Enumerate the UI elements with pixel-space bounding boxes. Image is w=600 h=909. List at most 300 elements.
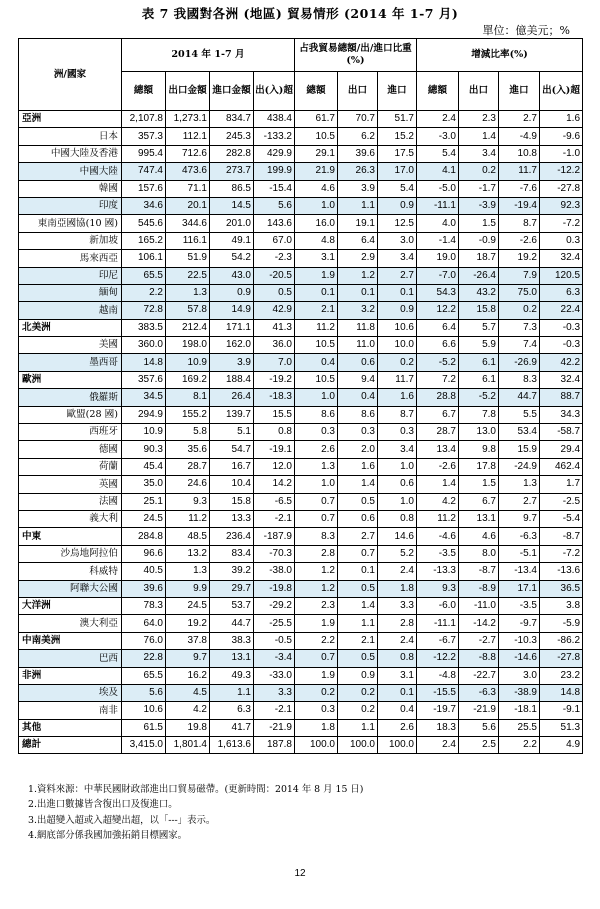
table-cell: -19.2 (254, 371, 295, 388)
region-header: 洲/國家 (19, 39, 122, 111)
table-cell: 747.4 (122, 163, 166, 180)
table-cell: 0.4 (338, 389, 378, 406)
table-cell: 9.3 (417, 580, 459, 597)
table-cell: 13.1 (210, 650, 254, 667)
table-cell: 6.7 (459, 493, 499, 510)
table-cell: -21.9 (459, 702, 499, 719)
table-cell: 2.6 (378, 719, 417, 736)
table-cell: 17.8 (459, 458, 499, 475)
table-cell: 1.9 (295, 267, 338, 284)
table-cell: 7.8 (459, 406, 499, 423)
table-cell: 0.7 (295, 650, 338, 667)
table-cell: -25.5 (254, 615, 295, 632)
table-cell: 5.7 (459, 319, 499, 336)
table-cell: -9.6 (540, 128, 583, 145)
table-cell: -19.7 (417, 702, 459, 719)
table-cell: 20.1 (166, 197, 210, 214)
period-header: 2014 年 1-7 月 (122, 39, 295, 72)
table-cell: 15.8 (459, 302, 499, 319)
table-row (19, 250, 583, 267)
table-cell: 3.4 (459, 145, 499, 162)
table-cell: 71.1 (166, 180, 210, 197)
table-cell: -19.4 (499, 197, 540, 214)
table-cell: 3.1 (295, 250, 338, 267)
table-cell: 120.5 (540, 267, 583, 284)
region-name: 非洲 (19, 667, 122, 684)
table-row (19, 580, 583, 597)
table-cell: -3.5 (499, 597, 540, 614)
region-name: 韓國 (19, 180, 122, 197)
table-cell: -1.0 (540, 145, 583, 162)
table-row (19, 145, 583, 162)
table-cell: 0.4 (378, 702, 417, 719)
table-cell: -26.9 (499, 354, 540, 371)
table-cell: 86.5 (210, 180, 254, 197)
table-cell: 7.9 (499, 267, 540, 284)
table-cell: 1.4 (338, 476, 378, 493)
table-cell: -7.6 (499, 180, 540, 197)
table-cell: 2.3 (459, 111, 499, 128)
table-cell: 1.0 (378, 458, 417, 475)
table-cell: 0.2 (459, 163, 499, 180)
table-cell: 4.6 (459, 528, 499, 545)
table-cell: 100.0 (338, 737, 378, 754)
table-cell: 0.7 (295, 493, 338, 510)
table-cell: 43.0 (210, 267, 254, 284)
table-cell: 35.6 (166, 441, 210, 458)
table-cell: -11.1 (417, 197, 459, 214)
table-cell: 1.3 (295, 458, 338, 475)
table-cell: 0.9 (378, 197, 417, 214)
table-cell: -20.5 (254, 267, 295, 284)
table-cell: -6.3 (499, 528, 540, 545)
table-cell: 0.6 (338, 354, 378, 371)
table-cell: 65.5 (122, 267, 166, 284)
table-cell: -29.2 (254, 597, 295, 614)
region-name: 中國大陸及香港 (19, 145, 122, 162)
table-cell: 45.4 (122, 458, 166, 475)
table-cell: 41.3 (254, 319, 295, 336)
table-cell: 0.7 (295, 510, 338, 527)
table-cell: 2.8 (295, 545, 338, 562)
table-cell: 0.1 (378, 684, 417, 701)
table-title: 表 7 我國對各洲 (地區) 貿易情形 (2014 年 1-7 月) (141, 6, 459, 21)
table-cell: 40.5 (122, 563, 166, 580)
table-cell: 3,415.0 (122, 737, 166, 754)
table-cell: 2.4 (417, 111, 459, 128)
table-cell: 8.0 (459, 545, 499, 562)
table-row (19, 111, 583, 128)
table-cell: 22.5 (166, 267, 210, 284)
table-cell: 13.1 (459, 510, 499, 527)
table-cell: -70.3 (254, 545, 295, 562)
table-cell: 0.8 (254, 424, 295, 441)
column-header: 出口 (459, 72, 499, 111)
table-cell: 72.8 (122, 302, 166, 319)
column-header: 進口 (499, 72, 540, 111)
table-cell: 11.2 (417, 510, 459, 527)
table-cell: 995.4 (122, 145, 166, 162)
table-cell: 236.4 (210, 528, 254, 545)
table-cell: 2.2 (499, 737, 540, 754)
table-cell: 88.7 (540, 389, 583, 406)
table-cell: 1.6 (540, 111, 583, 128)
table-cell: 4.1 (417, 163, 459, 180)
table-cell: 51.9 (166, 250, 210, 267)
table-cell: 19.8 (166, 719, 210, 736)
region-name: 中南美洲 (19, 632, 122, 649)
table-cell: 14.9 (210, 302, 254, 319)
table-cell: 39.6 (122, 580, 166, 597)
table-cell: 3.8 (540, 597, 583, 614)
table-cell: 5.6 (254, 197, 295, 214)
table-row (19, 163, 583, 180)
table-cell: -3.9 (459, 197, 499, 214)
table-cell: 2.2 (295, 632, 338, 649)
table-cell: 19.1 (338, 215, 378, 232)
table-cell: -6.5 (254, 493, 295, 510)
table-cell: 2.0 (338, 441, 378, 458)
table-cell: 4.0 (417, 215, 459, 232)
footnote: 3.出超變入超或入超變出超，以「---」表示。 (28, 814, 216, 826)
table-cell: 8.3 (499, 371, 540, 388)
table-cell: 90.3 (122, 441, 166, 458)
table-cell: 7.2 (417, 371, 459, 388)
table-cell: 11.0 (338, 337, 378, 354)
table-cell: 2.1 (338, 632, 378, 649)
region-name: 印尼 (19, 267, 122, 284)
table-row (19, 232, 583, 249)
table-cell: 16.0 (295, 215, 338, 232)
table-cell: 15.5 (254, 406, 295, 423)
table-cell: 198.0 (166, 337, 210, 354)
table-cell: 0.1 (338, 284, 378, 301)
table-cell: 9.7 (166, 650, 210, 667)
table-row (19, 510, 583, 527)
table-cell: 2.7 (499, 111, 540, 128)
table-cell: 61.7 (295, 111, 338, 128)
region-name: 德國 (19, 441, 122, 458)
table-cell: 29.1 (295, 145, 338, 162)
table-cell: 10.5 (295, 337, 338, 354)
table-cell: 0.9 (210, 284, 254, 301)
table-cell: 1.9 (295, 615, 338, 632)
table-cell: 5.6 (459, 719, 499, 736)
table-cell: -21.9 (254, 719, 295, 736)
table-cell: -11.1 (417, 615, 459, 632)
table-row (19, 267, 583, 284)
table-cell: -19.1 (254, 441, 295, 458)
table-row (19, 197, 583, 214)
table-cell: 10.8 (499, 145, 540, 162)
table-cell: 51.7 (378, 111, 417, 128)
table-cell: -7.2 (540, 215, 583, 232)
table-cell: 64.0 (122, 615, 166, 632)
table-row (19, 354, 583, 371)
table-cell: 13.4 (417, 441, 459, 458)
table-cell: 344.6 (166, 215, 210, 232)
table-cell: 11.7 (378, 371, 417, 388)
region-name: 法國 (19, 493, 122, 510)
table-row (19, 667, 583, 684)
table-cell: 116.1 (166, 232, 210, 249)
table-cell: -2.1 (254, 702, 295, 719)
table-row (19, 719, 583, 736)
table-cell: 76.0 (122, 632, 166, 649)
table-cell: 21.9 (295, 163, 338, 180)
table-cell: -0.9 (459, 232, 499, 249)
table-row (19, 545, 583, 562)
table-row (19, 650, 583, 667)
table-cell: 41.7 (210, 719, 254, 736)
table-cell: 38.3 (210, 632, 254, 649)
table-cell: -33.0 (254, 667, 295, 684)
table-cell: 4.6 (295, 180, 338, 197)
table-cell: 2.1 (295, 302, 338, 319)
table-cell: 11.8 (338, 319, 378, 336)
table-cell: 1.5 (459, 476, 499, 493)
table-cell: 9.7 (499, 510, 540, 527)
table-cell: 171.1 (210, 319, 254, 336)
table-cell: 49.3 (210, 667, 254, 684)
region-name: 新加坡 (19, 232, 122, 249)
region-name: 義大利 (19, 510, 122, 527)
table-cell: 42.9 (254, 302, 295, 319)
table-cell: 1.2 (295, 563, 338, 580)
table-cell: 5.8 (166, 424, 210, 441)
table-cell: 2.3 (295, 597, 338, 614)
table-cell: 1.0 (295, 389, 338, 406)
table-cell: 36.5 (540, 580, 583, 597)
table-cell: -13.6 (540, 563, 583, 580)
table-cell: 29.4 (540, 441, 583, 458)
table-cell: 5.4 (378, 180, 417, 197)
table-cell: 1.3 (166, 563, 210, 580)
region-name: 大洋洲 (19, 597, 122, 614)
table-row (19, 441, 583, 458)
table-cell: 0.8 (378, 650, 417, 667)
table-cell: -26.4 (459, 267, 499, 284)
table-cell: 8.7 (499, 215, 540, 232)
table-row (19, 563, 583, 580)
table-cell: 3.4 (378, 441, 417, 458)
table-cell: -14.6 (499, 650, 540, 667)
table-cell: -22.7 (459, 667, 499, 684)
region-name: 印度 (19, 197, 122, 214)
table-cell: 12.5 (378, 215, 417, 232)
column-header: 進口 (378, 72, 417, 111)
table-cell: 61.5 (122, 719, 166, 736)
table-cell: 54.3 (417, 284, 459, 301)
table-cell: 157.6 (122, 180, 166, 197)
table-cell: 32.4 (540, 250, 583, 267)
table-cell: 44.7 (499, 389, 540, 406)
table-cell: 2.4 (417, 737, 459, 754)
table-cell: 1.0 (295, 476, 338, 493)
column-header: 出口 (338, 72, 378, 111)
table-cell: 8.7 (378, 406, 417, 423)
table-cell: 18.3 (417, 719, 459, 736)
table-cell: -2.6 (499, 232, 540, 249)
table-cell: 4.2 (417, 493, 459, 510)
table-cell: 26.4 (210, 389, 254, 406)
footnote: 1.資料來源：中華民國財政部進出口貿易磁帶。(更新時間：2014 年 8 月 15 日) (28, 784, 364, 795)
table-cell: -19.8 (254, 580, 295, 597)
table-cell: 1.4 (459, 128, 499, 145)
table-cell: 1.1 (338, 197, 378, 214)
footnote: 2.出進口數據皆含復出口及復進口。 (28, 799, 178, 811)
table-cell: -18.3 (254, 389, 295, 406)
table-cell: 12.0 (254, 458, 295, 475)
table-cell: 1.3 (166, 284, 210, 301)
table-cell: 357.6 (122, 371, 166, 388)
table-cell: 0.9 (338, 667, 378, 684)
table-cell: 438.4 (254, 111, 295, 128)
table-cell: 2.4 (378, 563, 417, 580)
table-cell: 7.3 (499, 319, 540, 336)
table-row (19, 424, 583, 441)
table-cell: 282.8 (210, 145, 254, 162)
table-cell: 5.1 (210, 424, 254, 441)
table-cell: 2.9 (338, 250, 378, 267)
table-cell: -12.2 (540, 163, 583, 180)
table-cell: 8.1 (166, 389, 210, 406)
table-cell: -3.5 (417, 545, 459, 562)
region-name: 阿聯大公國 (19, 580, 122, 597)
table-cell: 1.6 (338, 458, 378, 475)
table-cell: 201.0 (210, 215, 254, 232)
table-cell: 3.4 (378, 250, 417, 267)
table-cell: 13.3 (210, 510, 254, 527)
footnote: 4.網底部分係我國加強拓銷目標國家。 (28, 830, 187, 842)
table-cell: 10.0 (378, 337, 417, 354)
table-cell: 14.2 (254, 476, 295, 493)
table-cell: -2.7 (459, 632, 499, 649)
table-cell: 75.0 (499, 284, 540, 301)
table-cell: 0.1 (378, 284, 417, 301)
table-cell: 0.1 (338, 563, 378, 580)
table-row (19, 389, 583, 406)
table-cell: 10.5 (295, 371, 338, 388)
table-cell: 10.9 (166, 354, 210, 371)
trade-table (18, 38, 583, 754)
table-cell: -2.1 (254, 510, 295, 527)
table-cell: 462.4 (540, 458, 583, 475)
table-cell: -5.0 (417, 180, 459, 197)
region-name: 亞洲 (19, 111, 122, 128)
table-cell: 11.7 (499, 163, 540, 180)
table-cell: 1.1 (338, 719, 378, 736)
table-cell: -9.1 (540, 702, 583, 719)
region-name: 東南亞國協(10 國) (19, 215, 122, 232)
table-cell: -4.9 (499, 128, 540, 145)
region-name: 英國 (19, 476, 122, 493)
table-cell: 22.4 (540, 302, 583, 319)
column-header: 總額 (417, 72, 459, 111)
table-cell: -2.5 (540, 493, 583, 510)
table-cell: 273.7 (210, 163, 254, 180)
page-number: 12 (294, 868, 306, 879)
table-cell: -5.2 (459, 389, 499, 406)
table-cell: 19.2 (166, 615, 210, 632)
table-row (19, 737, 583, 754)
table-cell: 0.6 (338, 510, 378, 527)
table-cell: 1.0 (295, 197, 338, 214)
table-cell: 44.7 (210, 615, 254, 632)
table-cell: -10.3 (499, 632, 540, 649)
table-cell: -18.1 (499, 702, 540, 719)
table-cell: 13.2 (166, 545, 210, 562)
table-cell: 17.1 (499, 580, 540, 597)
table-row (19, 476, 583, 493)
region-name: 巴西 (19, 650, 122, 667)
table-cell: -0.3 (540, 337, 583, 354)
region-name: 墨西哥 (19, 354, 122, 371)
table-cell: 54.2 (210, 250, 254, 267)
table-cell: 18.7 (459, 250, 499, 267)
table-cell: 24.5 (166, 597, 210, 614)
table-cell: 473.6 (166, 163, 210, 180)
table-cell: 96.6 (122, 545, 166, 562)
table-cell: 14.8 (540, 684, 583, 701)
column-header: 出口金額 (166, 72, 210, 111)
table-cell: 3.9 (338, 180, 378, 197)
table-cell: 36.0 (254, 337, 295, 354)
table-row (19, 632, 583, 649)
table-cell: 162.0 (210, 337, 254, 354)
table-cell: 1,801.4 (166, 737, 210, 754)
table-cell: 5.4 (417, 145, 459, 162)
region-name: 歐盟(28 國) (19, 406, 122, 423)
table-cell: 6.7 (417, 406, 459, 423)
table-row (19, 702, 583, 719)
table-cell: 78.3 (122, 597, 166, 614)
column-header: 出(入)超 (254, 72, 295, 111)
region-name: 越南 (19, 302, 122, 319)
table-cell: -9.7 (499, 615, 540, 632)
table-cell: 1.6 (378, 389, 417, 406)
table-cell: 1.0 (378, 493, 417, 510)
table-row (19, 493, 583, 510)
table-cell: 14.5 (210, 197, 254, 214)
table-cell: 15.2 (378, 128, 417, 145)
table-cell: 0.5 (338, 493, 378, 510)
table-cell: 28.8 (417, 389, 459, 406)
table-cell: 13.0 (459, 424, 499, 441)
table-cell: -38.9 (499, 684, 540, 701)
table-cell: 6.1 (459, 354, 499, 371)
table-cell: 429.9 (254, 145, 295, 162)
table-cell: 3.0 (499, 667, 540, 684)
table-cell: 11.2 (295, 319, 338, 336)
table-cell: 6.2 (338, 128, 378, 145)
table-cell: -14.2 (459, 615, 499, 632)
table-cell: 16.7 (210, 458, 254, 475)
table-cell: 0.2 (338, 684, 378, 701)
table-cell: 1,613.6 (210, 737, 254, 754)
table-cell: 2.4 (378, 632, 417, 649)
table-cell: -12.2 (417, 650, 459, 667)
table-row (19, 458, 583, 475)
table-cell: -4.6 (417, 528, 459, 545)
region-name: 中東 (19, 528, 122, 545)
table-cell: -5.4 (540, 510, 583, 527)
table-cell: 1.9 (295, 667, 338, 684)
table-cell: 6.3 (540, 284, 583, 301)
table-cell: 112.1 (166, 128, 210, 145)
table-cell: 100.0 (295, 737, 338, 754)
table-cell: 24.6 (166, 476, 210, 493)
